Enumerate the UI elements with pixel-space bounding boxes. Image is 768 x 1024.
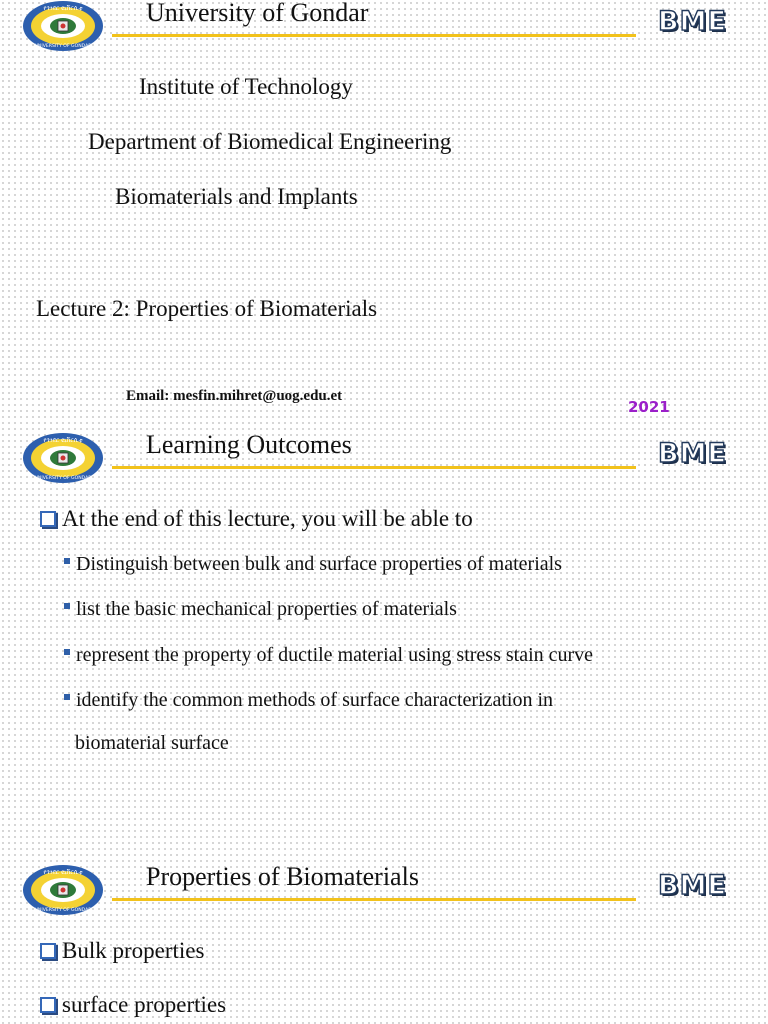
lecture-text: Lecture 2: Properties of Biomaterials bbox=[36, 296, 378, 321]
square-bullet-icon bbox=[64, 603, 70, 609]
logo-top-text: የጎንደር ዩኒቨርሲቲ bbox=[43, 5, 83, 12]
slide-title-heading: Properties of Biomaterials bbox=[146, 864, 419, 891]
bme-badge: BME bbox=[658, 438, 727, 469]
outcome-text: list the basic mechanical properties of materials bbox=[76, 598, 457, 620]
outcome-continuation-text: biomaterial surface bbox=[75, 732, 229, 754]
university-logo-icon bbox=[22, 432, 104, 484]
square-bullet-icon bbox=[64, 694, 70, 700]
logo-top-text: የጎንደር ዩኒቨርሲቲ bbox=[43, 869, 83, 876]
property-text: surface properties bbox=[62, 992, 227, 1017]
university-logo-icon bbox=[22, 864, 104, 916]
title-underline bbox=[112, 466, 636, 469]
logo-bottom-text: UNIVERSITY OF GONDAR bbox=[34, 476, 92, 481]
slide-title-heading: Learning Outcomes bbox=[146, 432, 352, 459]
slide-title-heading: University of Gondar bbox=[146, 0, 369, 27]
course-text: Biomaterials and Implants bbox=[115, 184, 358, 209]
checkbox-bullet-icon bbox=[40, 511, 56, 527]
property-text: Bulk properties bbox=[62, 938, 205, 963]
logo-bottom-text: UNIVERSITY OF GONDAR bbox=[34, 44, 92, 49]
outcome-text: Distinguish between bulk and surface properties of materials bbox=[76, 553, 562, 575]
bme-badge: BME bbox=[658, 870, 727, 901]
list-item bbox=[64, 598, 457, 621]
square-bullet-icon bbox=[64, 649, 70, 655]
title-underline bbox=[112, 34, 636, 37]
outcome-text: identify the common methods of surface characterization in bbox=[76, 689, 554, 711]
year-text: 2021 bbox=[628, 398, 670, 416]
outcome-text: represent the property of ductile material using stress stain curve bbox=[76, 644, 594, 666]
slide-title bbox=[0, 0, 768, 420]
logo-bottom-text: UNIVERSITY OF GONDAR bbox=[34, 908, 92, 913]
bme-badge: BME bbox=[658, 6, 727, 37]
list-item bbox=[40, 992, 226, 1018]
outcomes-intro-text: At the end of this lecture, you will be able to bbox=[62, 506, 473, 531]
department-text: Department of Biomedical Engineering bbox=[88, 129, 452, 154]
institute-text: Institute of Technology bbox=[139, 74, 353, 99]
slide-properties bbox=[0, 864, 768, 1024]
university-logo-icon bbox=[22, 0, 104, 52]
outcomes-intro bbox=[40, 506, 473, 532]
square-bullet-icon bbox=[64, 558, 70, 564]
list-item bbox=[64, 644, 593, 667]
logo-top-text: የጎንደር ዩኒቨርሲቲ bbox=[43, 437, 83, 444]
title-underline bbox=[112, 898, 636, 901]
list-item bbox=[64, 689, 553, 712]
slide-learning-outcomes bbox=[0, 432, 768, 852]
checkbox-bullet-icon bbox=[40, 997, 56, 1013]
checkbox-bullet-icon bbox=[40, 943, 56, 959]
email-text: Email: mesfin.mihret@uog.edu.et bbox=[126, 388, 343, 404]
list-item bbox=[40, 938, 204, 964]
list-item bbox=[64, 553, 562, 576]
